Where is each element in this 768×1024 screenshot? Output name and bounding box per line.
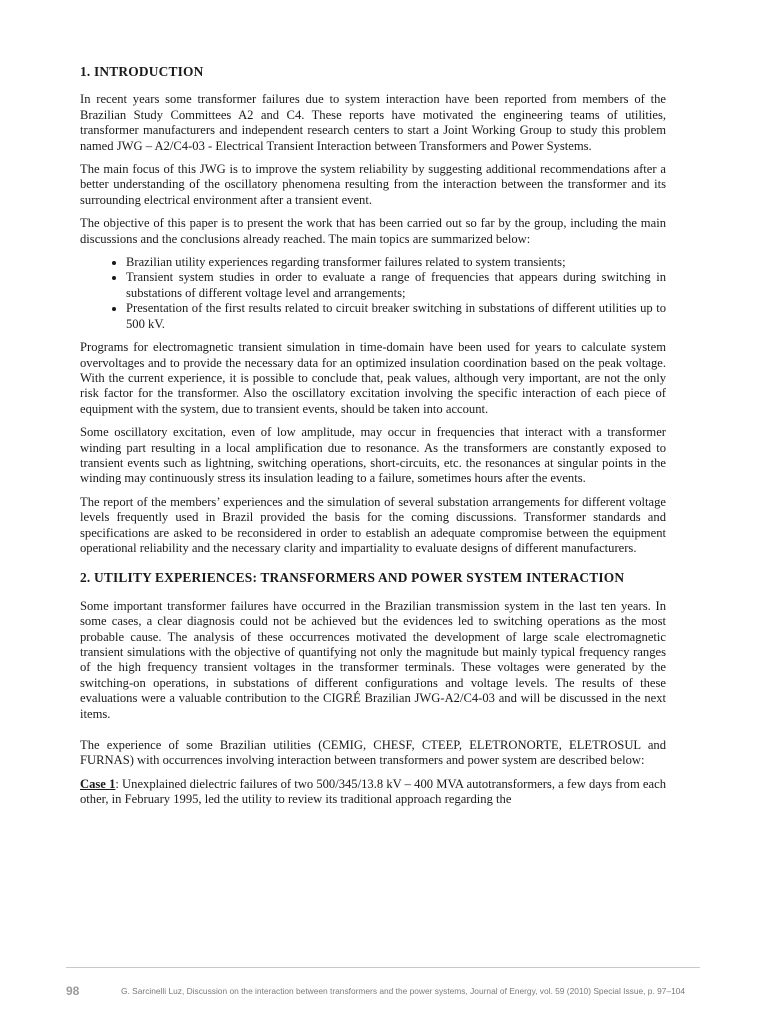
paragraph: The objective of this paper is to present the work that has been carried out so far by the group, including the main discussions and the conclusions already reached. The main topics are summarized below:	[80, 216, 666, 246]
paragraph: Programs for electromagnetic transient simulation in time-domain have been used for years to calculate system overvoltages and to provide the necessary data for an optimized insulation coordination based on the peak voltage. With the current experience, it is possible to conclude that, peak values, although very important, are not the only risk factor for the transformer. Also the oscillatory excitation involving the specific interaction of each piece of equipment with the system, due to transient events, should be taken into account.	[80, 340, 666, 416]
footer-citation: G. Sarcinelli Luz, Discussion on the interaction between transformers and the power systems, Journal of Energy, vol. 59 (2010) Special Issue, p. 97–104	[121, 986, 686, 996]
list-item: • Brazilian utility experiences regarding transformer failures related to system transients;	[126, 255, 666, 270]
list-item: • Presentation of the first results related to circuit breaker switching in substations of different utilities up to 500 kV.	[126, 301, 666, 332]
topic-list	[80, 255, 666, 332]
section-heading-utility-experiences: 2. UTILITY EXPERIENCES: TRANSFORMERS AND POWER SYSTEM INTERACTION	[80, 570, 625, 586]
case-1-text: : Unexplained dielectric failures of two 500/345/13.8 kV – 400 MVA autotransformers, a few days from each other, in February 1995, led the utility to review its traditional approach regarding the	[80, 776, 667, 807]
list-item: • Transient system studies in order to evaluate a range of frequencies that appears during switching in substations of different voltage level and arrangements;	[126, 270, 666, 301]
page-number: 98	[66, 984, 80, 998]
case-1-paragraph	[80, 777, 666, 808]
paragraph: In recent years some transformer failures due to system interaction have been reported from members of the Brazilian Study Committees A2 and C4. These reports have motivated the engineering teams of utilities, transformer manufacturers and independent research centers to start a Joint Working Group to study this problem named JWG – A2/C4-03 - Electrical Transient Interaction between Transformers and Power Systems.	[80, 92, 666, 153]
section-heading-introduction: 1. INTRODUCTION	[80, 64, 204, 79]
article-body	[80, 64, 666, 816]
paragraph: Some oscillatory excitation, even of low amplitude, may occur in frequencies that interact with a transformer winding part resulting in a local amplification due to resonance. As the transformers are constantly exposed to transient events such as lightning, switching operations, short-circuits, etc. the resonances at singular points in the winding may continuously stress its insulation leading to a failure, sometimes hours after the events.	[80, 425, 666, 486]
paragraph: The main focus of this JWG is to improve the system reliability by suggesting additional recommendations after a better understanding of the oscillatory phenomena resulting from the interaction between the transformer and its surrounding electrical environment after a transient event.	[80, 162, 666, 207]
paragraph: Some important transformer failures have occurred in the Brazilian transmission system in the last ten years. In some cases, a clear diagnosis could not be achieved but the evidences led to switching operations as the most probable cause. The analysis of these occurrences motivated the development of large scale electromagnetic transient simulations with the objective of quantifying not only the magnitude but mainly typical frequency ranges of the high frequency transient voltages in the transformer terminals. These voltages were generated by the switching-on operations, in substations of different configurations and voltage levels. The results of these evaluations were a valuable contribution to the CIGRÉ Brazilian JWG-A2/C4-03 and will be discussed in the next items.	[80, 598, 666, 721]
paragraph: The experience of some Brazilian utilities (CEMIG, CHESF, CTEEP, ELETRONORTE, ELETROSUL and FURNAS) with occurrences involving interaction between transformers and power system are described below:	[80, 738, 666, 768]
footer-divider	[66, 967, 700, 968]
case-1-label: Case 1	[80, 776, 116, 791]
paragraph: The report of the members’ experiences and the simulation of several substation arrangements for different voltage levels frequently used in Brazil provided the basis for the coming discussions. Transformer standards and specifications are asked to be reconsidered in order to establish an adequate compromise between the equipment operational reliability and the necessary clarity and impartiality to evaluate designs of different manufacturers.	[80, 494, 666, 555]
